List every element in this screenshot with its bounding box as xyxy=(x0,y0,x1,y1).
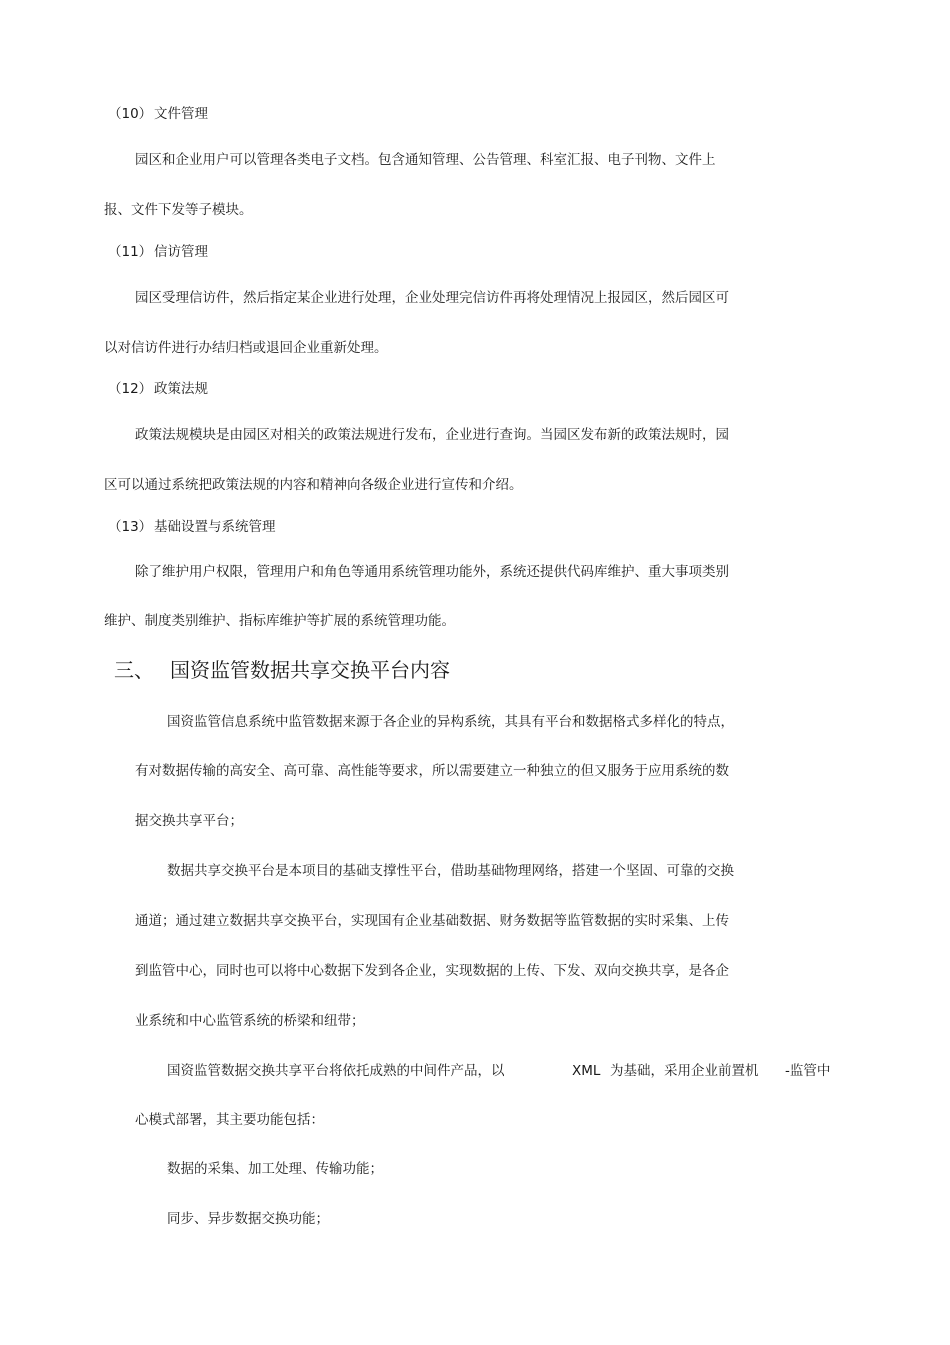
body-text: 据交换共享平台； xyxy=(135,813,243,829)
section-heading xyxy=(108,518,276,536)
body-text: 报、文件下发等子模块。 xyxy=(104,202,253,218)
body-text: 以对信访件进行办结归档或退回企业重新处理。 xyxy=(104,340,388,356)
section-title: 信访管理 xyxy=(154,244,208,260)
chapter-title: 国资监管数据共享交换平台内容 xyxy=(170,658,450,682)
list-item: 同步、异步数据交换功能； xyxy=(167,1211,329,1227)
section-heading xyxy=(108,380,208,398)
body-text: 到监管中心，同时也可以将中心数据下发到各企业，实现数据的上传、下发、双向交换共享，是各企 xyxy=(135,963,729,979)
body-text: -监管中 xyxy=(785,1063,831,1079)
chapter-heading xyxy=(114,657,450,683)
xml-text-part1: 国资监管数据交换共享平台将依托成熟的中间件产品，以 xyxy=(167,1063,505,1079)
section-heading xyxy=(108,105,208,123)
body-text: 心模式部署，其主要功能包括： xyxy=(135,1112,324,1128)
body-text: 国资监管信息系统中监管数据来源于各企业的异构系统，其具有平台和数据格式多样化的特点， xyxy=(167,714,734,730)
chapter-number: 三、 xyxy=(114,658,154,682)
section-number: （13） xyxy=(108,519,153,535)
section-title: 文件管理 xyxy=(154,106,208,122)
body-text: 园区和企业用户可以管理各类电子文档。包含通知管理、公告管理、科室汇报、电子刊物、文件上 xyxy=(135,152,716,168)
section-number: （10） xyxy=(108,106,153,122)
list-item: 数据的采集、加工处理、传输功能； xyxy=(167,1161,383,1177)
body-text: 除了维护用户权限，管理用户和角色等通用系统管理功能外，系统还提供代码库维护、重大事项类别 xyxy=(135,564,729,580)
body-text: 业系统和中心监管系统的桥梁和纽带； xyxy=(135,1013,365,1029)
section-number: （11） xyxy=(108,244,153,260)
section-heading xyxy=(108,243,208,261)
section-title: 政策法规 xyxy=(154,381,208,397)
body-text: 区可以通过系统把政策法规的内容和精神向各级企业进行宣传和介绍。 xyxy=(104,477,523,493)
body-text: 政策法规模块是由园区对相关的政策法规进行发布，企业进行查询。当园区发布新的政策法规时，园 xyxy=(135,427,729,443)
body-text: 数据共享交换平台是本项目的基础支撑性平台，借助基础物理网络，搭建一个坚固、可靠的交换 xyxy=(167,863,734,879)
section-number: （12） xyxy=(108,381,153,397)
body-text: 园区受理信访件，然后指定某企业进行处理，企业处理完信访件再将处理情况上报园区，然后园区可 xyxy=(135,290,729,306)
body-text: 维护、制度类别维护、指标库维护等扩展的系统管理功能。 xyxy=(104,613,455,629)
xml-term: XML xyxy=(572,1063,601,1079)
body-text: 有对数据传输的高安全、高可靠、高性能等要求，所以需要建立一种独立的但又服务于应用系统的数 xyxy=(135,763,729,779)
body-text xyxy=(167,1062,505,1080)
body-text: 为基础，采用企业前置机 xyxy=(610,1063,759,1079)
section-title: 基础设置与系统管理 xyxy=(154,519,276,535)
body-text: 通道；通过建立数据共享交换平台，实现国有企业基础数据、财务数据等监管数据的实时采集、上传 xyxy=(135,913,729,929)
